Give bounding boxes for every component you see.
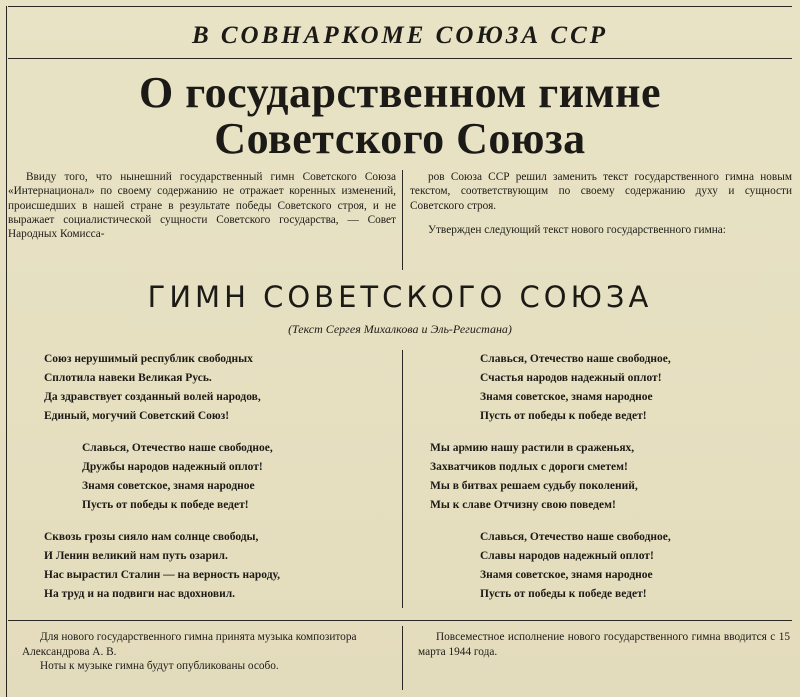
verse-line: Пусть от победы к победе ведет! [480, 410, 647, 422]
stanza-verse-3 [430, 439, 750, 515]
stanza-verse-2 [44, 528, 384, 604]
verse-line: Счастья народов надежный оплот! [480, 372, 662, 384]
intro-right-paragraph-2: Утвержден следующий текст нового государственного гимна: [428, 223, 726, 236]
intro-left-paragraph: Ввиду того, что нынешний государственный гимн Советского Союза «Интернационал» по своему содержанию не отражает коренных изменений, происшедших в нашей стране в результате победы Советского строя, и не выражает социалистической сущности Советского государства, — Совет Народных Комисса- [8, 171, 396, 241]
footer-right-column [418, 630, 790, 659]
verse-line: Сквозь грозы сияло нам солнце свободы, [44, 531, 259, 543]
verse-line: Славься, Отечество наше свободное, [480, 353, 671, 365]
stanza-chorus-3 [430, 528, 750, 604]
anthem-title: ГИМН СОВЕТСКОГО СОЮЗА [147, 280, 653, 314]
verses-left-column [44, 350, 384, 617]
footer-date-note: Повсеместное исполнение нового государственного гимна вводится с 15 марта 1944 года. [418, 631, 790, 658]
intro-right-paragraph-1: ров Союза ССР решил заменить текст государственного гимна новым текстом, соответствующим по своему содержанию духу и сущности Советского строя. [410, 171, 792, 212]
verse-line: Мы армию нашу растили в сраженьях, [430, 442, 635, 454]
verse-line: И Ленин великий нам путь озарил. [44, 550, 228, 562]
footer-rule [8, 620, 792, 621]
verse-line: Славься, Отечество наше свободное, [480, 531, 671, 543]
footer-left-column [22, 630, 392, 674]
verse-line: Единый, могучий Советский Союз! [44, 410, 230, 422]
stanza-chorus-2 [430, 350, 750, 426]
verse-line: Нас вырастил Сталин — на верность народу, [44, 569, 280, 581]
verse-line: На труд и на подвиги нас вдохновил. [44, 588, 236, 600]
verse-line: Пусть от победы к победе ведет! [82, 499, 249, 511]
column-divider-top [402, 170, 403, 270]
footer-music-note: Для нового государственного гимна принята музыка композитора Александрова А. В. [22, 631, 357, 658]
verse-line: Знамя советское, знамя народное [480, 391, 653, 403]
stanza-verse-1 [44, 350, 384, 426]
verse-line: Славы народов надежный оплот! [480, 550, 654, 562]
article-headline [0, 70, 800, 162]
footer-score-note: Ноты к музыке гимна будут опубликованы особо. [40, 660, 279, 672]
verses-right-column [430, 350, 750, 617]
anthem-authors: (Текст Сергея Михалкова и Эль-Регистана) [288, 322, 512, 336]
column-divider-verses [402, 350, 403, 608]
column-divider-footer [402, 626, 403, 690]
verse-line: Союз нерушимый республик свободных [44, 353, 253, 365]
stanza-chorus-1 [44, 439, 384, 515]
verse-line: Пусть от победы к победе ведет! [480, 588, 647, 600]
verse-line: Мы к славе Отчизну свою поведем! [430, 499, 616, 511]
rubric-rule [8, 58, 792, 59]
intro-right-column [410, 170, 792, 237]
top-rule [8, 6, 792, 7]
verse-line: Сплотила навеки Великая Русь. [44, 372, 212, 384]
verse-line: Захватчиков подлых с дороги сметем! [430, 461, 628, 473]
headline-line-2: Советского Союза [214, 114, 586, 163]
verse-line: Дружбы народов надежный оплот! [82, 461, 263, 473]
verse-line: Знамя советское, знамя народное [480, 569, 653, 581]
verse-line: Знамя советское, знамя народное [82, 480, 255, 492]
verse-line: Мы в битвах решаем судьбу поколений, [430, 480, 638, 492]
verse-line: Да здравствует созданный волей народов, [44, 391, 261, 403]
intro-left-column [8, 170, 396, 241]
section-rubric: В СОВНАРКОМЕ СОЮЗА ССР [191, 22, 609, 49]
verse-line: Славься, Отечество наше свободное, [82, 442, 273, 454]
headline-line-1: О государственном гимне [139, 68, 661, 117]
